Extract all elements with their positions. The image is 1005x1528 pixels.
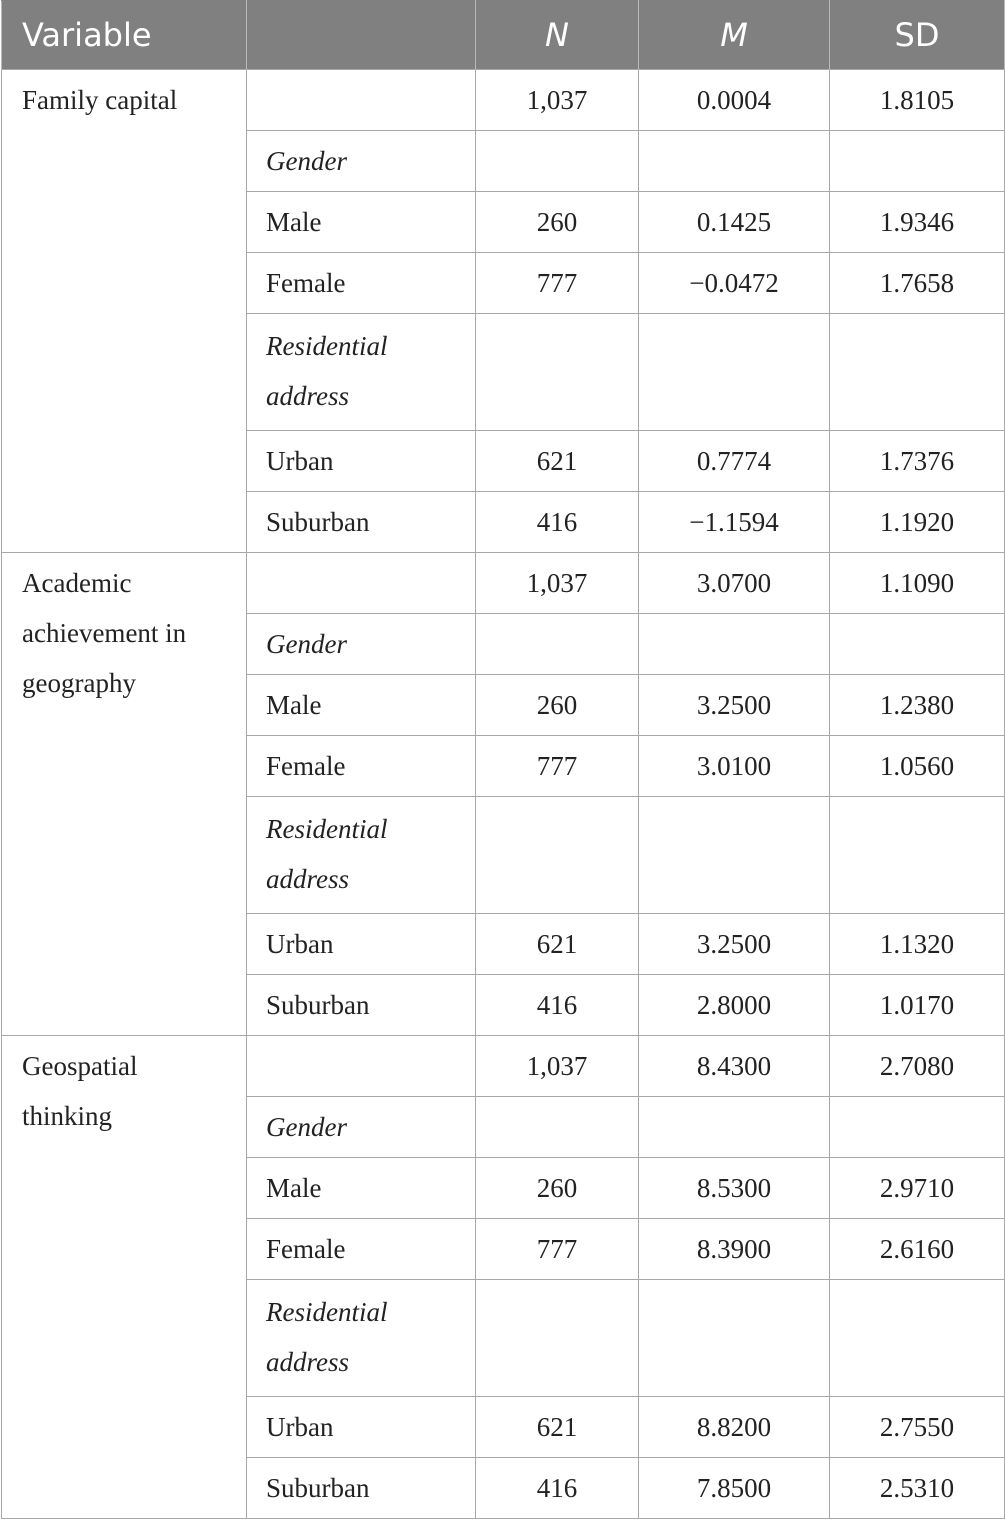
m-cell: 3.0700 [639,553,830,614]
n-cell: 1,037 [476,553,639,614]
sd-cell [830,1097,1005,1158]
m-cell: 7.8500 [639,1458,830,1519]
n-cell: 416 [476,975,639,1036]
sd-cell: 2.7080 [830,1036,1005,1097]
n-cell [476,1097,639,1158]
m-cell: 0.0004 [639,70,830,131]
m-cell: −0.0472 [639,253,830,314]
sd-cell: 1.8105 [830,70,1005,131]
variable-cell: Geospatial thinking [2,1036,247,1519]
n-cell: 260 [476,675,639,736]
row-label: Residential address [247,797,476,914]
m-cell: 8.4300 [639,1036,830,1097]
row-label [247,1036,476,1097]
n-cell: 777 [476,253,639,314]
n-cell: 1,037 [476,70,639,131]
sd-cell: 1.2380 [830,675,1005,736]
row-label: Urban [247,1397,476,1458]
header-row [2,1,1005,70]
table-row [2,1036,1005,1097]
sd-cell: 1.0170 [830,975,1005,1036]
m-cell [639,131,830,192]
m-cell: 2.8000 [639,975,830,1036]
row-label: Female [247,1219,476,1280]
row-label [247,553,476,614]
sd-cell [830,614,1005,675]
row-label: Male [247,675,476,736]
variable-cell: Family capital [2,70,247,553]
sd-cell: 1.7658 [830,253,1005,314]
header-n: N [476,1,639,70]
n-cell [476,614,639,675]
n-cell [476,797,639,914]
sd-cell [830,131,1005,192]
row-label: Male [247,192,476,253]
row-label: Gender [247,1097,476,1158]
row-label: Gender [247,131,476,192]
n-cell [476,314,639,431]
n-cell: 260 [476,1158,639,1219]
m-cell: 8.5300 [639,1158,830,1219]
header-variable: Variable [2,1,247,70]
sd-cell [830,314,1005,431]
row-label: Suburban [247,975,476,1036]
header-sd: SD [830,1,1005,70]
m-cell: 3.0100 [639,736,830,797]
row-label: Female [247,253,476,314]
table-row [2,70,1005,131]
header-m: M [639,1,830,70]
sd-cell: 1.7376 [830,431,1005,492]
sd-cell: 1.1920 [830,492,1005,553]
row-label: Urban [247,914,476,975]
row-label: Gender [247,614,476,675]
sd-cell [830,797,1005,914]
n-cell: 621 [476,1397,639,1458]
row-label: Female [247,736,476,797]
m-cell: 0.7774 [639,431,830,492]
m-cell: 8.3900 [639,1219,830,1280]
table-row [2,553,1005,614]
n-cell: 260 [476,192,639,253]
sd-cell: 2.7550 [830,1397,1005,1458]
variable-cell: Academic achievement in geography [2,553,247,1036]
row-label: Suburban [247,1458,476,1519]
sd-cell: 2.9710 [830,1158,1005,1219]
n-cell: 416 [476,1458,639,1519]
sd-cell: 1.1090 [830,553,1005,614]
row-label: Urban [247,431,476,492]
row-label: Residential address [247,314,476,431]
m-cell: 3.2500 [639,675,830,736]
sd-cell: 2.6160 [830,1219,1005,1280]
m-cell [639,1097,830,1158]
row-label: Residential address [247,1280,476,1397]
n-cell: 777 [476,1219,639,1280]
n-cell: 777 [476,736,639,797]
n-cell: 621 [476,431,639,492]
m-cell: 0.1425 [639,192,830,253]
n-cell [476,131,639,192]
m-cell: 8.8200 [639,1397,830,1458]
sd-cell [830,1280,1005,1397]
sd-cell: 2.5310 [830,1458,1005,1519]
m-cell [639,1280,830,1397]
m-cell [639,797,830,914]
sd-cell: 1.9346 [830,192,1005,253]
header-group [247,1,476,70]
m-cell: 3.2500 [639,914,830,975]
n-cell [476,1280,639,1397]
row-label: Male [247,1158,476,1219]
table-body [2,70,1005,1519]
sd-cell: 1.0560 [830,736,1005,797]
table-header [2,1,1005,70]
sd-cell: 1.1320 [830,914,1005,975]
row-label [247,70,476,131]
n-cell: 621 [476,914,639,975]
descriptive-statistics-table [1,0,1005,1519]
n-cell: 416 [476,492,639,553]
n-cell: 1,037 [476,1036,639,1097]
row-label: Suburban [247,492,476,553]
m-cell [639,614,830,675]
m-cell [639,314,830,431]
m-cell: −1.1594 [639,492,830,553]
